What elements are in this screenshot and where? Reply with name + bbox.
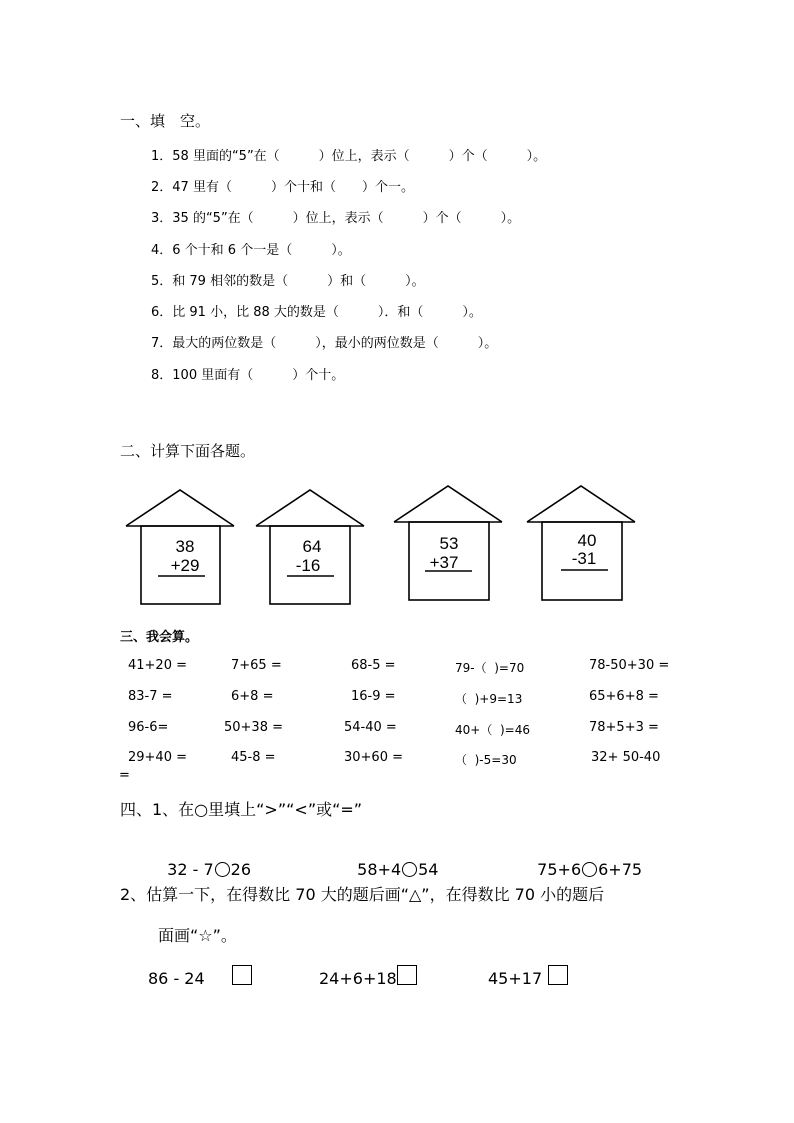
calc-r4-c3: 30+60 = <box>344 750 404 765</box>
compare-circle-1[interactable] <box>215 862 230 877</box>
fill-item-1: 1．58 里面的“5”在（ ）位上，表示（ ）个（ ）。 <box>151 149 547 164</box>
calc-r1-c2: 7+65 = <box>231 658 282 673</box>
estimate-1-box[interactable] <box>232 965 252 985</box>
fill-item-3: 3．35 的“5”在（ ）位上，表示（ ）个（ ）。 <box>151 211 521 226</box>
estimate-instruction-line2: 面画“☆”。 <box>158 926 237 945</box>
section2-title: 二、计算下面各题。 <box>120 442 256 460</box>
calc-r1-c4: 79-（ )=70 <box>455 661 525 675</box>
section3-title: 三、我会算。 <box>120 630 199 645</box>
house-1-bottom: +29 <box>170 556 200 575</box>
house-4-bottom: -31 <box>571 549 597 568</box>
compare-1-left: 32 - 7 <box>167 860 214 879</box>
calc-r3-c1: 96-6= <box>128 720 169 735</box>
calc-r1-c5: 78-50+30 = <box>589 658 670 673</box>
house-2-top: 64 <box>302 537 322 556</box>
fill-item-6: 6．比 91 小，比 88 大的数是（ ）．和（ ）。 <box>151 305 482 320</box>
compare-3-left: 75+6 <box>537 860 582 879</box>
calc-r1-c3: 68-5 = <box>351 658 396 673</box>
calc-r3-c5: 78+5+3 = <box>589 720 659 735</box>
compare-circle-3[interactable] <box>582 862 597 877</box>
houses-figure <box>0 480 794 610</box>
calc-r2-c1: 83-7 = <box>128 689 173 704</box>
compare-circle-2[interactable] <box>402 862 417 877</box>
compare-1-right: 26 <box>230 860 252 879</box>
calc-r3-c2: 50+38 = <box>224 720 284 735</box>
calc-r2-c3: 16-9 = <box>351 689 396 704</box>
calc-r2-c4: （ )+9=13 <box>455 692 523 706</box>
calc-r3-c4: 40+（ )=46 <box>455 723 530 737</box>
calc-r2-c5: 65+6+8 = <box>589 689 659 704</box>
house-1-top: 38 <box>175 537 195 556</box>
estimate-2-expr: 24+6+18 <box>319 969 397 988</box>
compare-1 <box>157 841 251 879</box>
calc-r3-c3: 54-40 = <box>344 720 397 735</box>
fill-item-2: 2．47 里有（ ）个十和（ ）个一。 <box>151 180 414 195</box>
compare-3 <box>527 841 642 879</box>
section4-title: 四、1、在○里填上“>”“<”或“=” <box>120 800 363 819</box>
estimate-instruction-line1: 2、估算一下，在得数比 70 大的题后画“△”，在得数比 70 小的题后 <box>120 885 605 904</box>
house-3-top: 53 <box>439 534 459 553</box>
house-4-top: 40 <box>577 531 597 550</box>
fill-item-4: 4．6 个十和 6 个一是（ ）。 <box>151 243 351 258</box>
estimate-2-box[interactable] <box>397 965 417 985</box>
compare-3-right: 6+75 <box>598 860 643 879</box>
estimate-3-expr: 45+17 <box>488 969 543 988</box>
fill-item-7: 7．最大的两位数是（ ），最小的两位数是（ ）。 <box>151 336 498 351</box>
estimate-3-box[interactable] <box>548 965 568 985</box>
fill-item-8: 8．100 里面有（ ）个十。 <box>151 368 345 383</box>
house-3-bottom: +37 <box>429 553 459 572</box>
calc-r4-c2: 45-8 = <box>231 750 276 765</box>
section1-title: 一、填 空。 <box>120 112 211 130</box>
calc-r4-c5-wrap: = <box>119 768 130 783</box>
compare-2 <box>347 841 438 879</box>
calc-r4-c4: （ )-5=30 <box>455 753 517 767</box>
calc-r4-c1: 29+40 = <box>128 750 188 765</box>
calc-r1-c1: 41+20 = <box>128 658 188 673</box>
house-2-bottom: -16 <box>295 556 321 575</box>
fill-item-5: 5．和 79 相邻的数是（ ）和（ ）。 <box>151 274 425 289</box>
calc-r2-c2: 6+8 = <box>231 689 274 704</box>
compare-2-right: 54 <box>418 860 439 879</box>
calc-r4-c5: 32+ 50-40 <box>591 750 661 765</box>
estimate-1-expr: 86 - 24 <box>148 969 205 988</box>
compare-2-left: 58+4 <box>357 860 402 879</box>
